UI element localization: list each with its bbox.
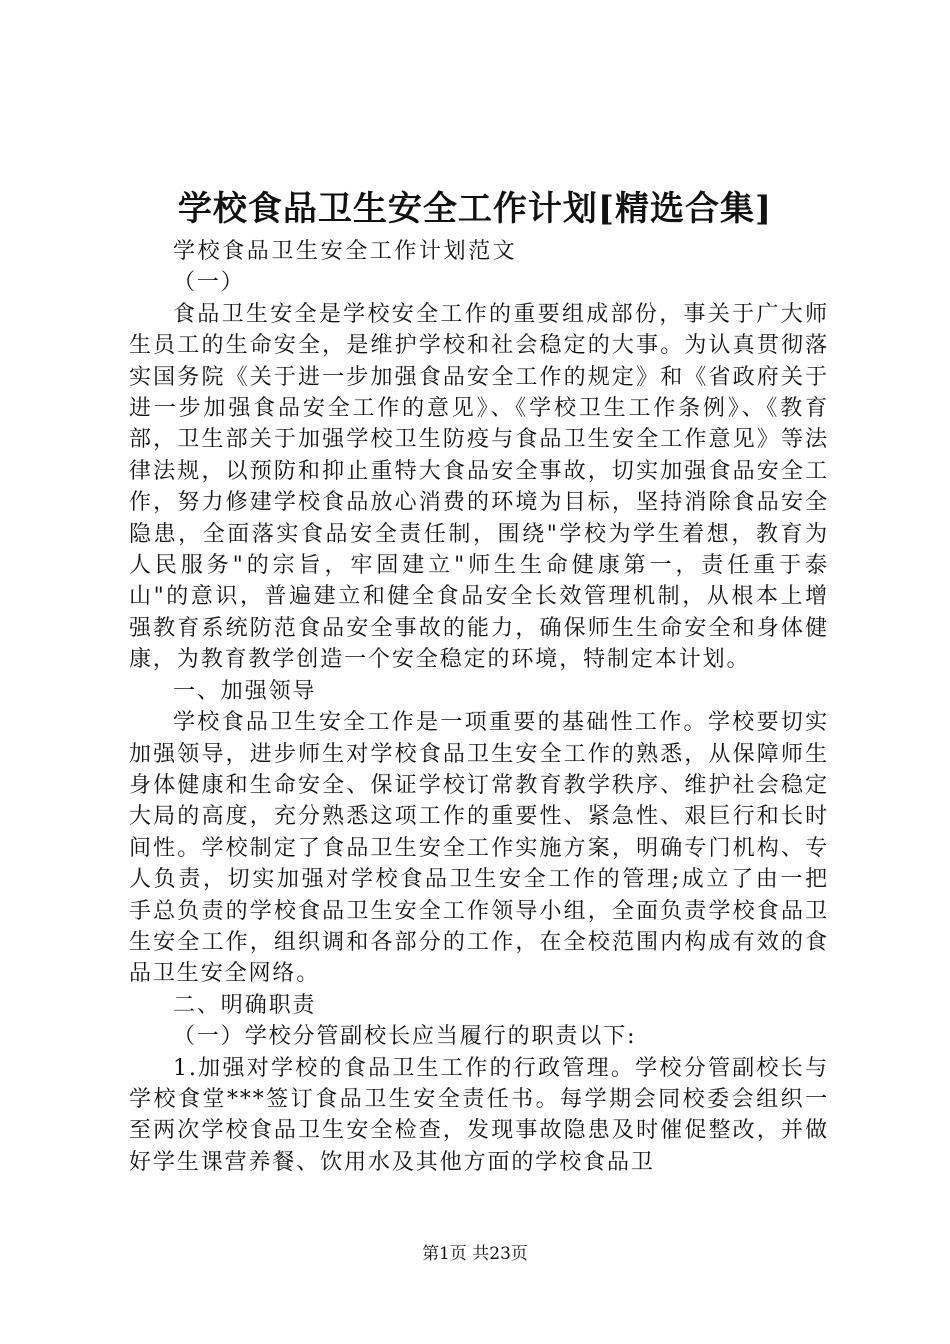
subtitle-paragraph: 学校食品卫生安全工作计划范文: [173, 239, 518, 264]
section-heading-leadership: 一、加强领导: [173, 678, 317, 704]
intro-paragraph: 食品卫生安全是学校安全工作的重要组成部份，事关于广大师生员工的生命安全，是维护学校和社会稳定的大事。为认真贯彻落实国务院《关于进一步加强食品安全工作的规定》和《省政府关于进一步加强食品安全工作的意见》、《学校卫生工作条例》、《教育部，卫生部关于加强学校卫生防疫与食品卫生安全工作意见》等法律法规，以预防和抑止重特大食品安全事故，切实加强食品安全工作，努力修建学校食品放心消费的环境为目标，坚持消除食品安全隐患，全面落实食品安全责任制，围绕"学校为学生着想，教育为人民服务"的宗旨，牢固建立"师生生命健康第一，责任重于泰山"的意识，普遍建立和健全食品安全长效管理机制，从根本上增强教育系统防范食品安全事故的能力，确保师生生命安全和身体健康，为教育教学创造一个安全稳定的环境，特制定本计划。: [129, 301, 829, 673]
section-heading-duties: 二、明确职责: [173, 992, 317, 1018]
page-number-footer: 第1页 共23页: [422, 1244, 528, 1264]
section-number-paragraph: （一）: [173, 270, 245, 296]
duties-subheading: （一）学校分管副校长应当履行的职责以下:: [173, 1024, 637, 1050]
leadership-paragraph: 学校食品卫生安全工作是一项重要的基础性工作。学校要切实加强领导，进步师生对学校食品卫生安全工作的熟悉，从保障师生身体健康和生命安全、保证学校订常教育教学秩序、维护社会稳定大局的高度，充分熟悉这项工作的重要性、紧急性、艰巨行和长时间性。学校制定了食品卫生安全工作实施方案，明确专门机构、专人负责，切实加强对学校食品卫生安全工作的管理;成立了由一把手总负责的学校食品卫生安全工作领导小组，全面负责学校食品卫生安全工作，组织调和各部分的工作，在全校范围内构成有效的食品卫生安全网络。: [129, 710, 829, 987]
document-body: [129, 236, 829, 1178]
document-title: 学校食品卫生安全工作计划[精选合集]: [177, 189, 773, 229]
duty-item-1: 1.加强对学校的食品卫生工作的行政管理。学校分管副校长与学校食堂***签订食品卫生安全责任书。每学期会同校委会组织一至两次学校食品卫生安全检查，发现事故隐患及时催促整改，并做好学生课营养餐、饮用水及其他方面的学校食品卫: [129, 1055, 829, 1175]
